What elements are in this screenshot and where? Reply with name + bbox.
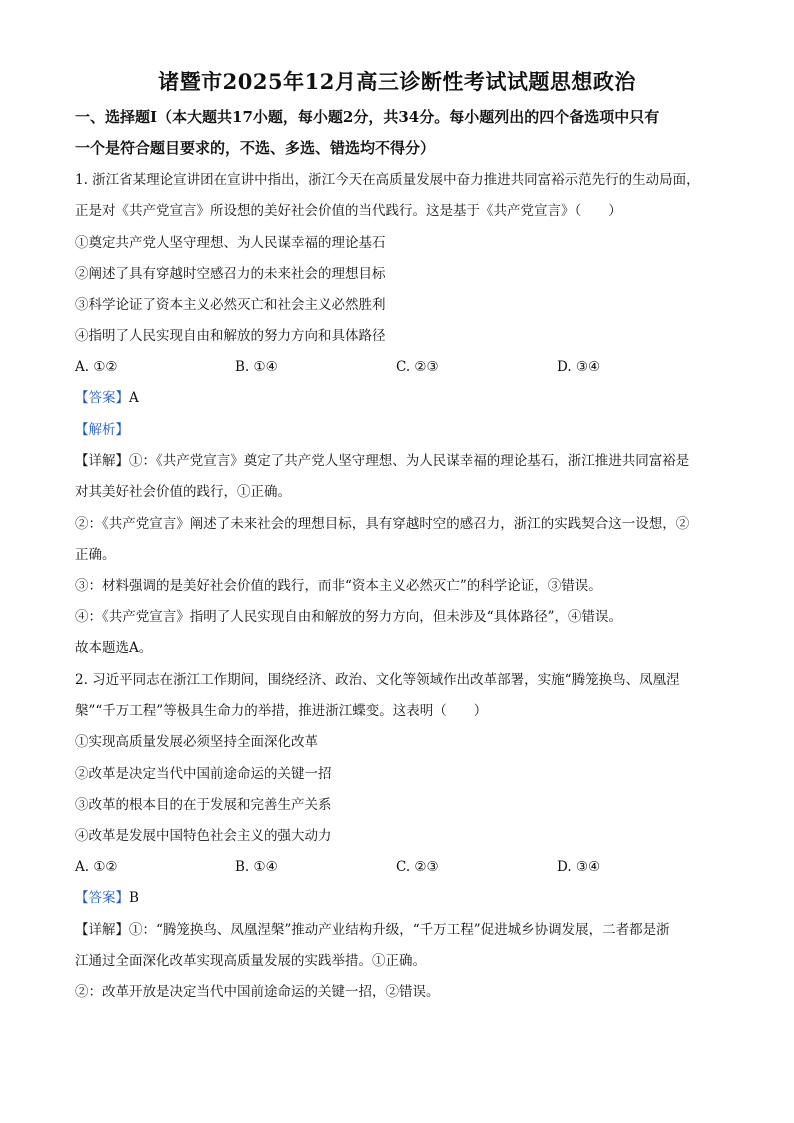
q1-detail-line6: ④：《共产党宣言》指明了人民实现自由和解放的努力方向，但未涉及“具体路径”，④错误。 (75, 609, 623, 625)
q1-item-2: ②阐述了具有穿越时空感召力的未来社会的理想目标 (75, 266, 386, 282)
q1-stem-line2: 正是对《共产党宣言》所设想的美好社会价值的当代践行。这是基于《共产党宣言》（ ） (75, 203, 622, 219)
q2-answer-row (75, 889, 725, 907)
q1-detail-line4: 正确。 (75, 547, 116, 563)
q2-stem-line2: 槃”“千万工程”等极具生命力的举措，推进浙江蝶变。这表明（ ） (75, 703, 488, 719)
q1-option-c: C. ②③ (396, 359, 439, 375)
q2-item-1: ①实现高质量发展必须坚持全面深化改革 (75, 734, 318, 750)
q2-item-3: ③改革的根本目的在于发展和完善生产关系 (75, 797, 332, 813)
q1-detail-line5: ③：材料强调的是美好社会价值的践行，而非“资本主义必然灭亡”的科学论证，③错误。 (75, 578, 602, 594)
q1-analysis-tag: 【解析】 (75, 422, 129, 438)
q1-detail-text1: ①：《共产党宣言》奠定了共产党人坚守理想、为人民谋幸福的理论基石，浙江推进共同富裕是 (129, 453, 690, 469)
q2-answer-tag: 【答案】 (75, 890, 129, 906)
q2-item-2: ②改革是决定当代中国前途命运的关键一招 (75, 766, 332, 782)
q1-analysis-row (75, 421, 725, 439)
q1-detail-line2: 对其美好社会价值的践行，①正确。 (75, 484, 291, 500)
q1-option-d: D. ③④ (557, 359, 601, 375)
q1-answer-value: A (129, 390, 139, 406)
q2-option-b: B. ①④ (235, 859, 278, 875)
q2-option-d: D. ③④ (557, 859, 601, 875)
q2-item-4: ④改革是发展中国特色社会主义的强大动力 (75, 828, 332, 844)
q1-detail-tag: 【详解】 (75, 453, 129, 469)
q1-detail-line1 (75, 452, 725, 470)
q2-detail-text1: ①：“腾笼换鸟、凤凰涅槃”推动产业结构升级，“千万工程”促进城乡协调发展，二者都是浙 (129, 922, 670, 938)
q1-detail-line7: 故本题选A。 (75, 640, 153, 656)
q1-item-3: ③科学论证了资本主义必然灭亡和社会主义必然胜利 (75, 297, 386, 313)
q1-detail-line3: ②：《共产党宣言》阐述了未来社会的理想目标，具有穿越时空的感召力，浙江的实践契合这一设想，② (75, 516, 690, 532)
page-title: 诸暨市2025年12月高三诊断性考试试题思想政治 (158, 69, 636, 94)
q2-detail-line2: 江通过全面深化改革实现高质量发展的实践举措。①正确。 (75, 953, 426, 969)
q2-answer-value: B (129, 890, 139, 906)
q2-stem-line1: 2. 习近平同志在浙江工作期间，围绕经济、政治、文化等领域作出改革部署，实施“腾笼换鸟、凤凰涅 (75, 672, 680, 688)
q2-detail-tag: 【详解】 (75, 922, 129, 938)
q2-detail-line1 (75, 921, 725, 939)
q1-answer-tag: 【答案】 (75, 390, 129, 406)
q1-item-1: ①奠定共产党人坚守理想、为人民谋幸福的理论基石 (75, 235, 386, 251)
q1-stem-line1: 1. 浙江省某理论宣讲团在宣讲中指出，浙江今天在高质量发展中奋力推进共同富裕示范先行的生动局面， (75, 172, 700, 188)
q1-option-a: A. ①② (75, 359, 118, 375)
q2-option-c: C. ②③ (396, 859, 439, 875)
q1-option-b: B. ①④ (235, 359, 278, 375)
q1-item-4: ④指明了人民实现自由和解放的努力方向和具体路径 (75, 328, 386, 344)
q2-option-a: A. ①② (75, 859, 118, 875)
q2-detail-line3: ②：改革开放是决定当代中国前途命运的关键一招，②错误。 (75, 984, 440, 1000)
section-heading-line1: 一、选择题Ⅰ（本大题共17小题，每小题2分，共34分。每小题列出的四个备选项中只有 (75, 108, 660, 126)
section-heading-line2: 一个是符合题目要求的，不选、多选、错选均不得分） (75, 139, 436, 157)
q1-answer-row (75, 389, 725, 407)
